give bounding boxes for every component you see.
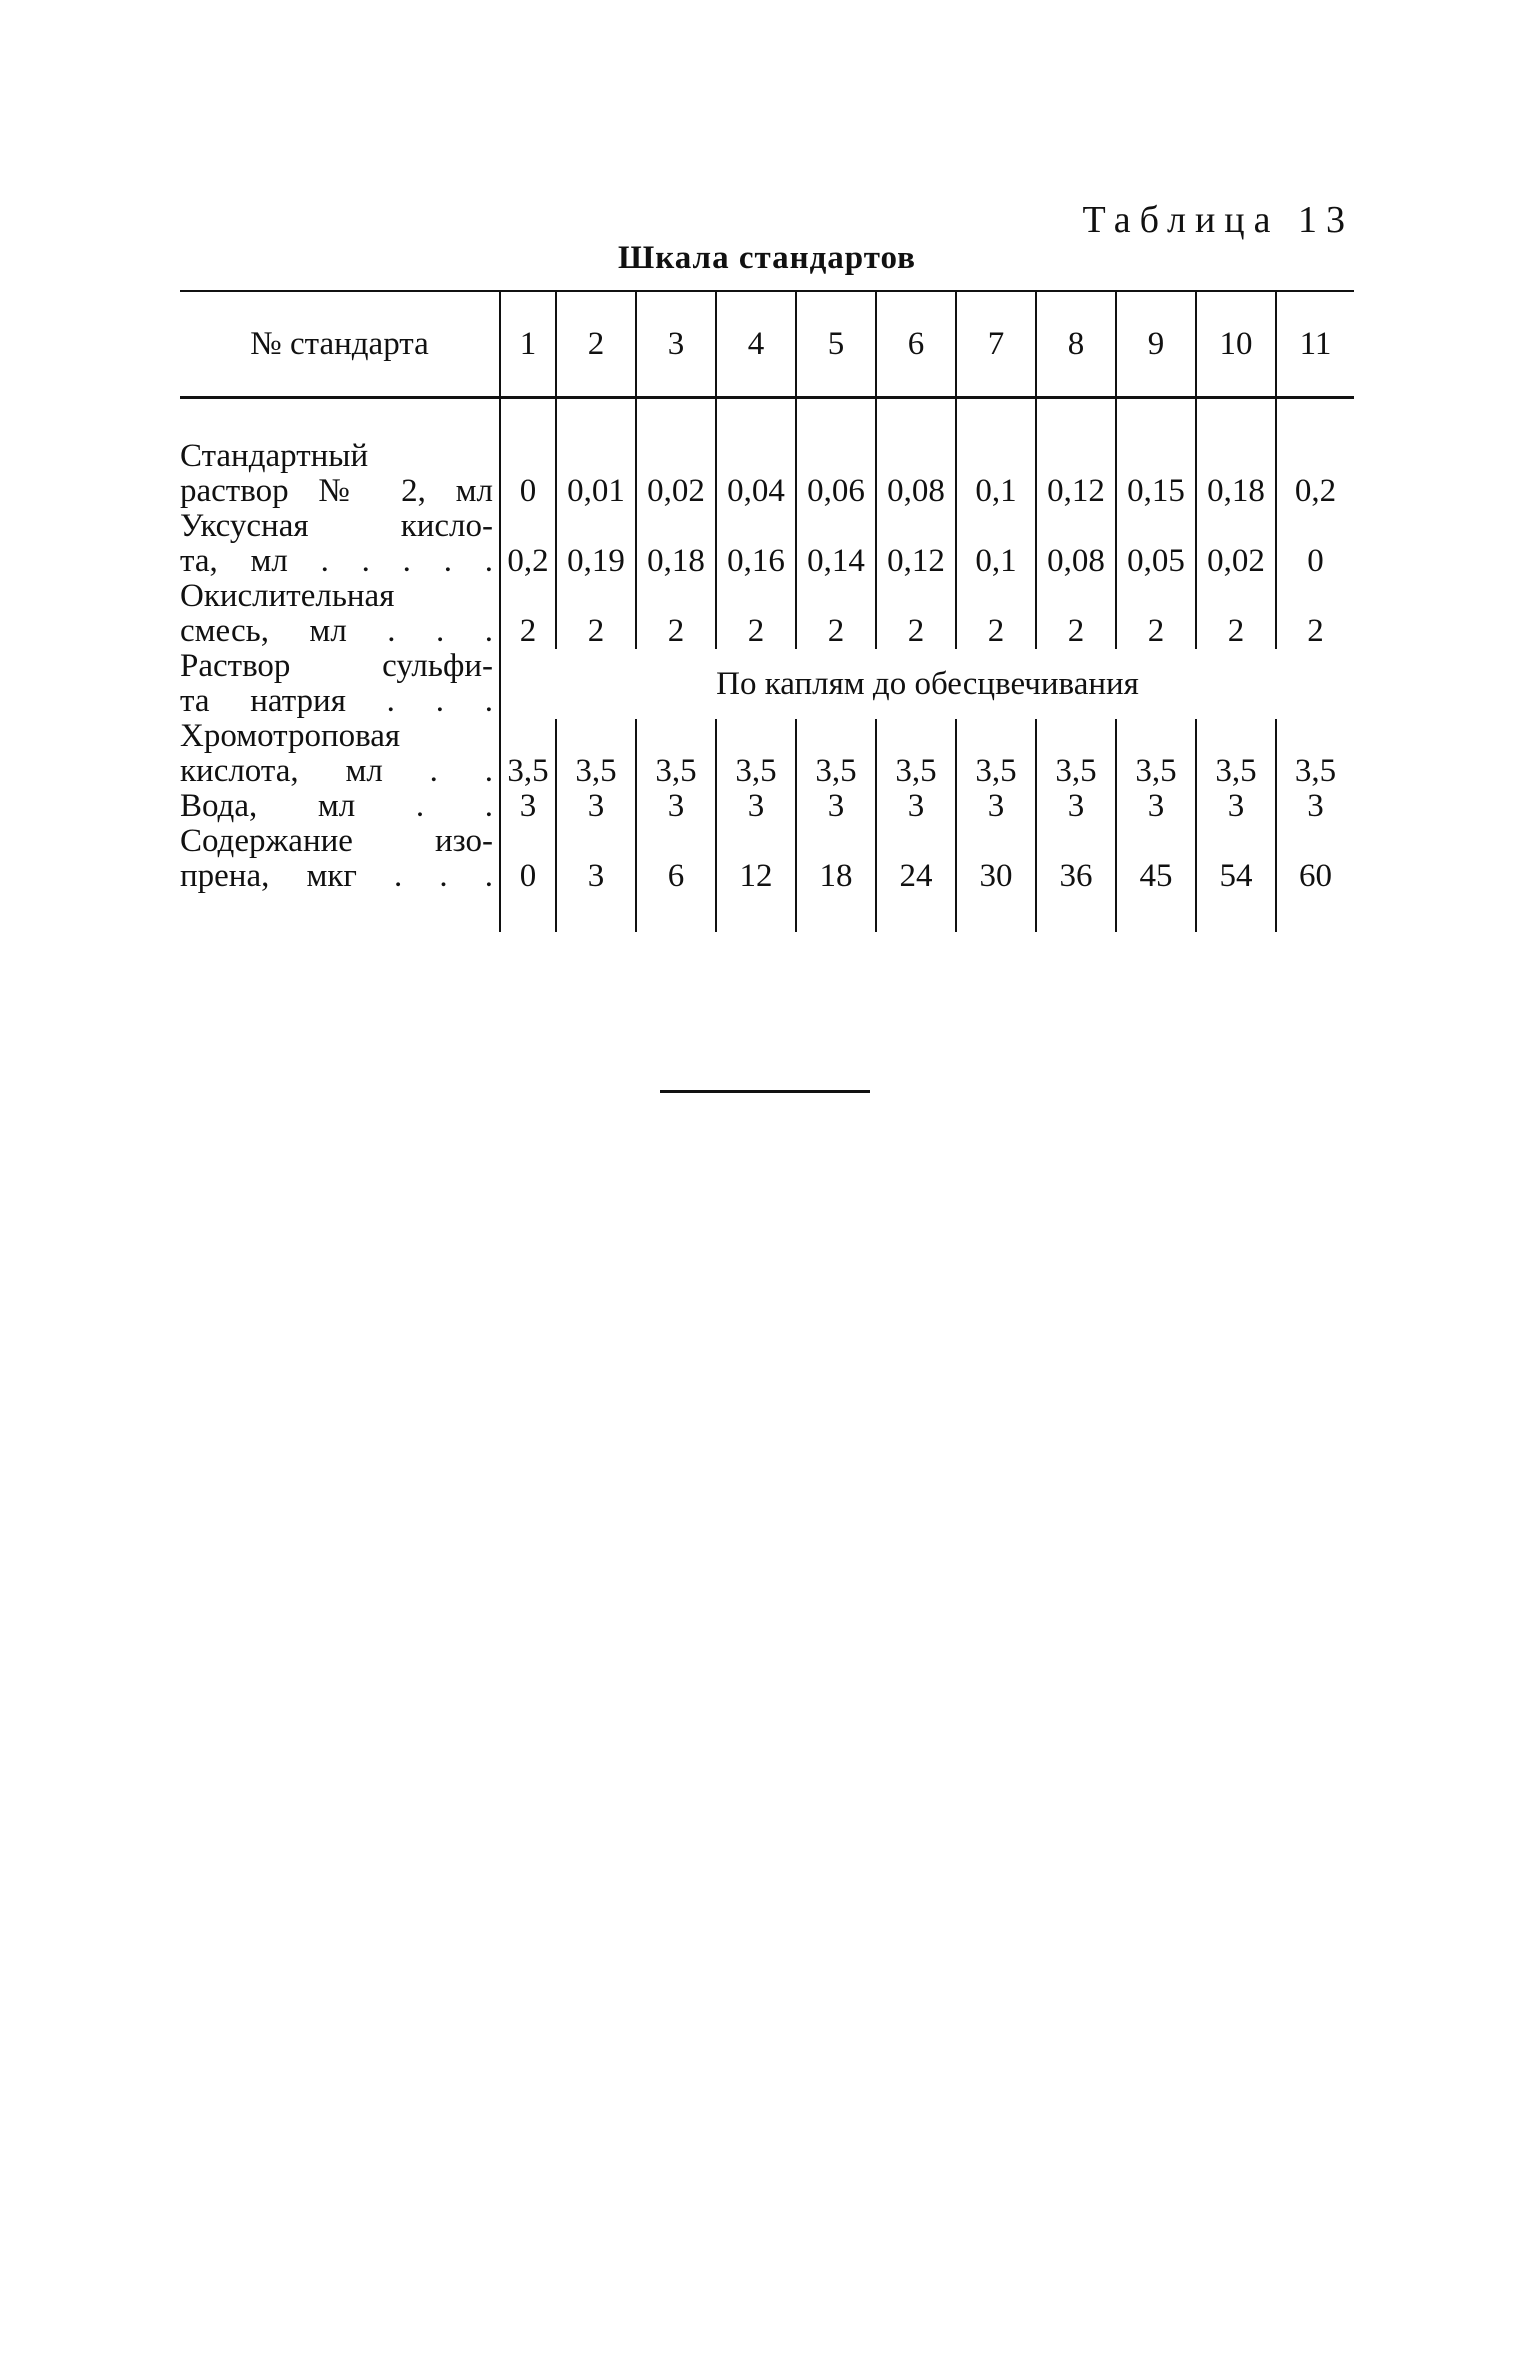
value-cell: 0,12 <box>1036 398 1116 510</box>
value-cell: 2 <box>1036 579 1116 649</box>
value-cell: 3 <box>1276 789 1354 824</box>
value-cell: 60 <box>1276 824 1354 932</box>
value-cell: 3,5 <box>636 719 716 789</box>
value-cell: 2 <box>1276 579 1354 649</box>
column-header: 10 <box>1196 291 1276 398</box>
column-header: 4 <box>716 291 796 398</box>
value-cell: 2 <box>1196 579 1276 649</box>
value-cell: 6 <box>636 824 716 932</box>
row-label <box>180 579 500 649</box>
value-cell: 0,06 <box>796 398 876 510</box>
value-cell: 3 <box>716 789 796 824</box>
row-label <box>180 649 500 719</box>
value-cell: 3 <box>1196 789 1276 824</box>
value-cell: 0,08 <box>1036 509 1116 579</box>
row-label-line: прена, мкг . . . <box>180 858 493 894</box>
table-row <box>180 824 1354 932</box>
value-cell: 3,5 <box>796 719 876 789</box>
table-number-label: Таблица 13 <box>1082 199 1354 241</box>
value-cell: 0,16 <box>716 509 796 579</box>
table-row <box>180 789 1354 824</box>
row-label-line: Вода, мл . . <box>180 788 493 824</box>
row-label <box>180 398 500 510</box>
value-cell: 0,02 <box>1196 509 1276 579</box>
value-cell: 12 <box>716 824 796 932</box>
value-cell: 3,5 <box>956 719 1036 789</box>
value-cell: 0 <box>500 824 556 932</box>
value-cell: 3,5 <box>1116 719 1196 789</box>
table-row <box>180 398 1354 510</box>
table-header-row <box>180 291 1354 398</box>
value-cell: 0,19 <box>556 509 636 579</box>
table-title: Шкала стандартов <box>618 240 916 276</box>
value-cell: 45 <box>1116 824 1196 932</box>
value-cell: 0,1 <box>956 398 1036 510</box>
row-label-line: Уксусная кисло- <box>180 508 493 544</box>
value-cell: 3 <box>500 789 556 824</box>
table-body <box>180 398 1354 933</box>
value-cell: 18 <box>796 824 876 932</box>
value-cell: 2 <box>956 579 1036 649</box>
value-cell: 0 <box>1276 509 1354 579</box>
column-header: 11 <box>1276 291 1354 398</box>
row-label-line: Хромотроповая <box>180 718 401 754</box>
row-label <box>180 824 500 932</box>
row-label <box>180 719 500 789</box>
row-header-cell: № стандарта <box>180 291 500 398</box>
value-cell: 3,5 <box>876 719 956 789</box>
value-cell: 0,08 <box>876 398 956 510</box>
column-header: 2 <box>556 291 636 398</box>
value-cell: 2 <box>636 579 716 649</box>
value-cell: 3 <box>1036 789 1116 824</box>
value-cell: 3 <box>956 789 1036 824</box>
column-header: 7 <box>956 291 1036 398</box>
row-label-line: Стандартный <box>180 438 369 474</box>
row-label-line: раствор № 2, мл <box>180 473 493 509</box>
row-label-line: Раствор сульфи- <box>180 648 493 684</box>
column-header: 3 <box>636 291 716 398</box>
value-cell: 2 <box>876 579 956 649</box>
value-cell: 0 <box>500 398 556 510</box>
row-label-line: та натрия . . . <box>180 683 493 719</box>
table-row <box>180 649 1354 719</box>
value-cell: 3,5 <box>556 719 636 789</box>
value-cell: 0,04 <box>716 398 796 510</box>
table-row <box>180 719 1354 789</box>
value-cell: 3 <box>796 789 876 824</box>
value-cell: 2 <box>716 579 796 649</box>
value-cell: 3,5 <box>716 719 796 789</box>
value-cell: 3 <box>636 789 716 824</box>
value-cell: 3,5 <box>500 719 556 789</box>
merged-note-cell: По каплям до обесцвечивания <box>500 649 1354 719</box>
column-header: 5 <box>796 291 876 398</box>
column-header: 9 <box>1116 291 1196 398</box>
value-cell: 2 <box>500 579 556 649</box>
value-cell: 0,05 <box>1116 509 1196 579</box>
row-label <box>180 789 500 824</box>
row-label-line: смесь, мл . . . <box>180 613 493 649</box>
value-cell: 24 <box>876 824 956 932</box>
value-cell: 2 <box>556 579 636 649</box>
value-cell: 3 <box>556 824 636 932</box>
value-cell: 36 <box>1036 824 1116 932</box>
value-cell: 3,5 <box>1196 719 1276 789</box>
row-label-line: кислота, мл . . <box>180 753 493 789</box>
value-cell: 0,12 <box>876 509 956 579</box>
end-divider <box>660 1090 870 1093</box>
row-label-line: Окислительная <box>180 578 395 614</box>
value-cell: 0,2 <box>1276 398 1354 510</box>
value-cell: 3 <box>876 789 956 824</box>
standards-table <box>180 290 1354 932</box>
value-cell: 0,1 <box>956 509 1036 579</box>
value-cell: 54 <box>1196 824 1276 932</box>
value-cell: 0,15 <box>1116 398 1196 510</box>
column-header: 1 <box>500 291 556 398</box>
value-cell: 3,5 <box>1276 719 1354 789</box>
value-cell: 3,5 <box>1036 719 1116 789</box>
value-cell: 2 <box>796 579 876 649</box>
value-cell: 30 <box>956 824 1036 932</box>
table-row <box>180 509 1354 579</box>
row-label-line: Содержание изо- <box>180 823 493 859</box>
value-cell: 3 <box>1116 789 1196 824</box>
value-cell: 0,01 <box>556 398 636 510</box>
value-cell: 0,02 <box>636 398 716 510</box>
value-cell: 2 <box>1116 579 1196 649</box>
value-cell: 0,18 <box>636 509 716 579</box>
column-header: 8 <box>1036 291 1116 398</box>
row-label <box>180 509 500 579</box>
value-cell: 0,18 <box>1196 398 1276 510</box>
column-header: 6 <box>876 291 956 398</box>
table-row <box>180 579 1354 649</box>
value-cell: 3 <box>556 789 636 824</box>
value-cell: 0,2 <box>500 509 556 579</box>
value-cell: 0,14 <box>796 509 876 579</box>
row-label-line: та, мл . . . . . <box>180 543 493 579</box>
